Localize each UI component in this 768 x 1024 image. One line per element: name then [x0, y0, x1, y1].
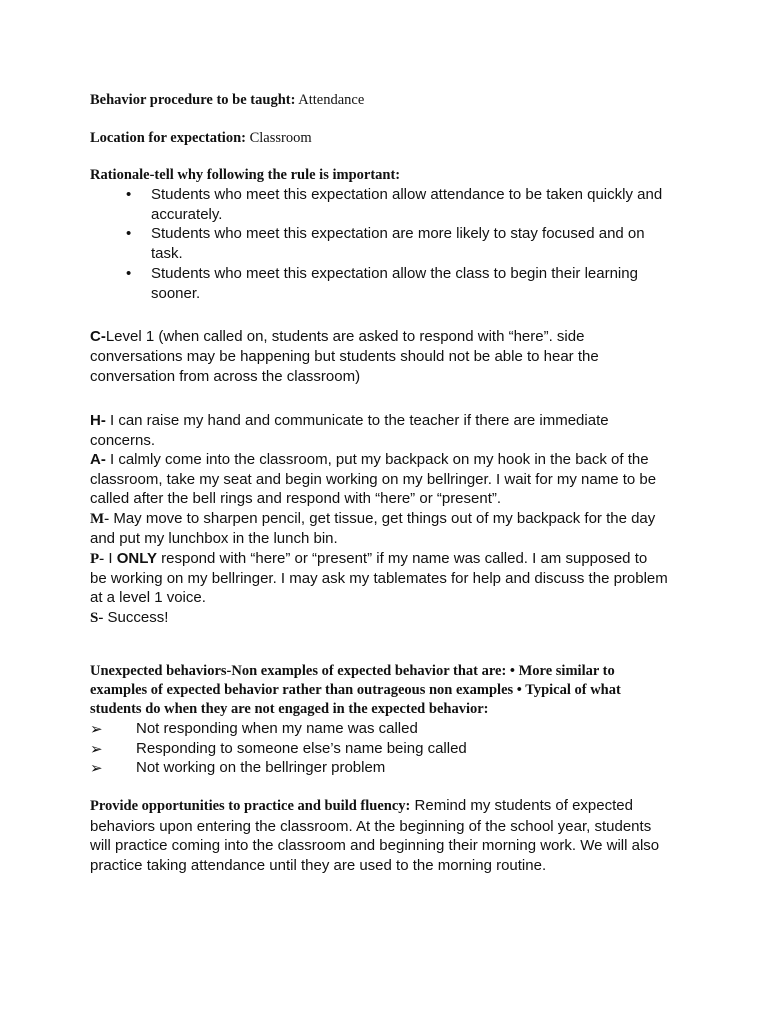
movement-line-2: and put my lunchbox in the lunch bin. [90, 530, 338, 547]
location-value: Classroom [249, 130, 312, 146]
rationale-item-1-line-2: accurately. [151, 206, 223, 223]
rationale-heading [90, 167, 400, 184]
bullet-icon: • [126, 186, 132, 203]
help-line-2: concerns. [90, 432, 156, 449]
unexpected-item-2: Responding to someone else’s name being called [136, 740, 467, 757]
conversation-line-2: conversations may be happening but students should not be able to hear the [90, 348, 599, 365]
practice-line-4: practice taking attendance until they are used to the morning routine. [90, 857, 547, 874]
conversation-line-1 [90, 328, 584, 345]
activity-line-1 [90, 451, 649, 468]
conversation-line-3: conversation from across the classroom) [90, 368, 361, 385]
rationale-item-3-line-1: Students who meet this expectation allow the class to begin their learning [151, 265, 638, 282]
behavior-procedure-line [90, 92, 364, 109]
success-line [90, 609, 168, 627]
help-letter: H- [90, 412, 106, 429]
practice-line-2: behaviors upon entering the classroom. At the beginning of the school year, students [90, 818, 652, 835]
behavior-procedure-value: Attendance [298, 92, 365, 108]
help-line-1 [90, 412, 609, 429]
movement-text-1: May move to sharpen pencil, get tissue, get things out of my backpack for the day [109, 510, 656, 527]
behavior-procedure-label: Behavior procedure to be taught: [90, 92, 296, 108]
success-text: Success! [103, 609, 169, 626]
unexpected-heading-line-1 [90, 663, 615, 680]
conversation-letter: C- [90, 328, 106, 345]
location-label: Location for expectation: [90, 130, 246, 146]
practice-line-3: will practice coming into the classroom and beginning their morning work. We will also [90, 837, 660, 854]
rationale-item-2-line-2: task. [151, 245, 183, 262]
unexpected-heading-line-3 [90, 701, 488, 718]
participation-line-2: be working on my bellringer. I may ask my tablemates for help and discuss the problem [90, 570, 668, 587]
unexpected-heading-text-3: students do when they are not engaged in the expected behavior: [90, 701, 489, 717]
location-line [90, 130, 312, 147]
participation-emphasis: ONLY [116, 550, 157, 567]
success-letter: S- [90, 610, 104, 626]
activity-line-3: called after the bell rings and respond with “here” or “present”. [90, 490, 502, 507]
participation-line-1 [90, 550, 647, 568]
bullet-icon: • [126, 265, 132, 282]
practice-label: Provide opportunities to practice and build fluency: [90, 798, 411, 814]
activity-line-2: classroom, take my seat and begin working on my bellringer. I wait for my name to be [90, 471, 657, 488]
rationale-item-2-line-1: Students who meet this expectation are more likely to stay focused and on [151, 225, 645, 242]
unexpected-item-1: Not responding when my name was called [136, 720, 418, 737]
arrow-bullet-icon: ➢ [90, 760, 103, 777]
participation-text-post: respond with “here” or “present” if my name was called. I am supposed to [156, 550, 648, 567]
practice-line-1 [90, 797, 633, 815]
participation-line-3: at a level 1 voice. [90, 589, 206, 606]
movement-letter: M- [90, 511, 110, 527]
rationale-item-1-line-1: Students who meet this expectation allow attendance to be taken quickly and [151, 186, 663, 203]
bullet-icon: • [126, 225, 132, 242]
unexpected-heading-text-1: Unexpected behaviors-Non examples of expected behavior that are: • More similar to [90, 663, 615, 679]
activity-letter: A- [90, 451, 106, 468]
arrow-bullet-icon: ➢ [90, 721, 103, 738]
activity-text-1: I calmly come into the classroom, put my backpack on my hook in the back of the [105, 451, 649, 468]
practice-text-1: Remind my students of expected [410, 797, 633, 814]
movement-line-1 [90, 510, 655, 528]
unexpected-item-3: Not working on the bellringer problem [136, 759, 386, 776]
help-text-1: I can raise my hand and communicate to the teacher if there are immediate [105, 412, 609, 429]
unexpected-heading-text-2: examples of expected behavior rather than outrageous non examples • Typical of what [90, 682, 621, 698]
arrow-bullet-icon: ➢ [90, 741, 103, 758]
unexpected-heading-line-2 [90, 682, 621, 699]
rationale-item-3-line-2: sooner. [151, 285, 201, 302]
conversation-text-1: Level 1 (when called on, students are asked to respond with “here”. side [105, 328, 585, 345]
participation-letter: P- [90, 551, 105, 567]
participation-text-pre: I [104, 550, 117, 567]
rationale-label: Rationale-tell why following the rule is important: [90, 167, 401, 183]
